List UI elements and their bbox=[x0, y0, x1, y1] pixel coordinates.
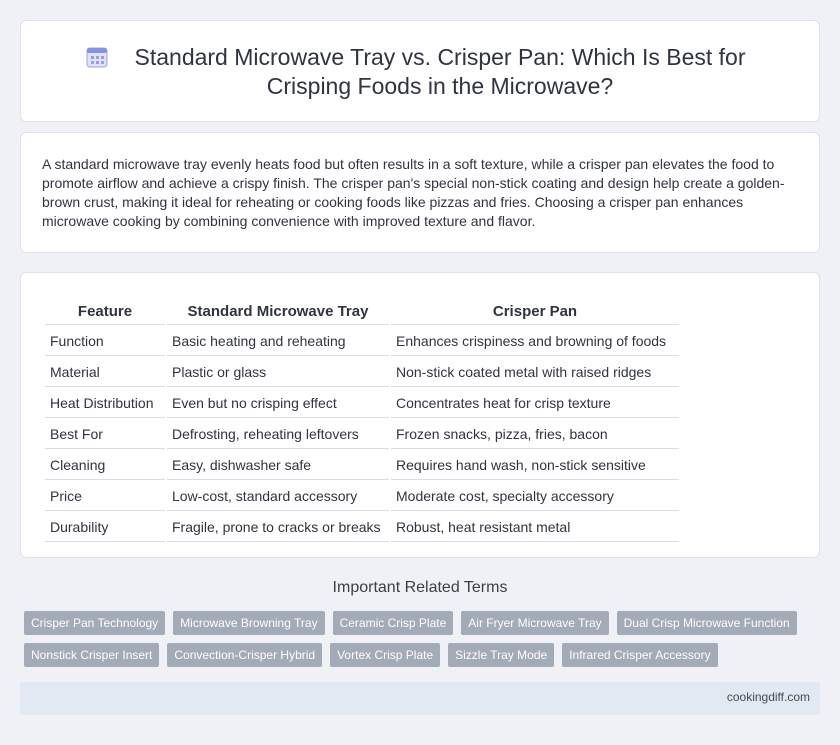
related-term-tag[interactable]: Crisper Pan Technology bbox=[24, 611, 165, 635]
cell-standard: Defrosting, reheating leftovers bbox=[167, 420, 389, 449]
table-row bbox=[45, 420, 679, 449]
related-term-tag[interactable]: Nonstick Crisper Insert bbox=[24, 643, 159, 667]
cell-crisper: Non-stick coated metal with raised ridges bbox=[391, 358, 679, 387]
table-header-row bbox=[45, 297, 679, 325]
table-row bbox=[45, 327, 679, 356]
related-term-tag[interactable]: Air Fryer Microwave Tray bbox=[461, 611, 608, 635]
table-row bbox=[45, 389, 679, 418]
cell-feature: Price bbox=[45, 482, 165, 511]
table-row bbox=[45, 482, 679, 511]
cell-feature: Heat Distribution bbox=[45, 389, 165, 418]
related-term-tag[interactable]: Microwave Browning Tray bbox=[173, 611, 324, 635]
cell-feature: Durability bbox=[45, 513, 165, 542]
cell-standard: Fragile, prone to cracks or breaks bbox=[167, 513, 389, 542]
footer-site-link[interactable]: cookingdiff.com bbox=[726, 690, 810, 704]
related-term-tag[interactable]: Vortex Crisp Plate bbox=[330, 643, 440, 667]
header-feature: Feature bbox=[45, 297, 165, 325]
intro-paragraph: A standard microwave tray evenly heats food but often results in a soft texture, while a crisper pan elevates the food to promote airflow and achieve a crispy finish. The crisper pan's special non-stick coating and design help create a golden-brown crust, making it ideal for reheating or cooking foods like pizzas and fries. Choosing a crisper pan enhances microwave cooking by combining convenience with improved texture and flavor. bbox=[42, 156, 785, 229]
table-row bbox=[45, 513, 679, 542]
related-terms-heading: Important Related Terms bbox=[332, 579, 508, 596]
cell-feature: Cleaning bbox=[45, 451, 165, 480]
cell-crisper: Moderate cost, specialty accessory bbox=[391, 482, 679, 511]
comparison-card bbox=[20, 272, 820, 558]
footer bbox=[20, 682, 820, 715]
cell-feature: Best For bbox=[45, 420, 165, 449]
header-crisper-pan: Crisper Pan bbox=[391, 297, 679, 325]
cell-standard: Easy, dishwasher safe bbox=[167, 451, 389, 480]
cell-crisper: Frozen snacks, pizza, fries, bacon bbox=[391, 420, 679, 449]
related-term-tag[interactable]: Sizzle Tray Mode bbox=[448, 643, 554, 667]
table-row bbox=[45, 451, 679, 480]
cell-crisper: Concentrates heat for crisp texture bbox=[391, 389, 679, 418]
cell-feature: Material bbox=[45, 358, 165, 387]
cell-feature: Function bbox=[45, 327, 165, 356]
cell-standard: Basic heating and reheating bbox=[167, 327, 389, 356]
page-title: Standard Microwave Tray vs. Crisper Pan: Which Is Best for Crisping Foods in the Microwave? bbox=[134, 44, 746, 99]
related-term-tag[interactable]: Dual Crisp Microwave Function bbox=[617, 611, 797, 635]
table-row bbox=[45, 358, 679, 387]
title-card bbox=[20, 20, 820, 122]
intro-card bbox=[20, 132, 820, 253]
cell-crisper: Enhances crispiness and browning of foods bbox=[391, 327, 679, 356]
cell-standard: Low-cost, standard accessory bbox=[167, 482, 389, 511]
header-standard-tray: Standard Microwave Tray bbox=[167, 297, 389, 325]
related-term-tag[interactable]: Ceramic Crisp Plate bbox=[333, 611, 454, 635]
comparison-table bbox=[43, 295, 681, 544]
related-terms-list bbox=[24, 611, 804, 675]
cell-standard: Plastic or glass bbox=[167, 358, 389, 387]
cell-standard: Even but no crisping effect bbox=[167, 389, 389, 418]
cell-crisper: Requires hand wash, non-stick sensitive bbox=[391, 451, 679, 480]
cell-crisper: Robust, heat resistant metal bbox=[391, 513, 679, 542]
related-term-tag[interactable]: Infrared Crisper Accessory bbox=[562, 643, 717, 667]
related-term-tag[interactable]: Convection-Crisper Hybrid bbox=[167, 643, 322, 667]
